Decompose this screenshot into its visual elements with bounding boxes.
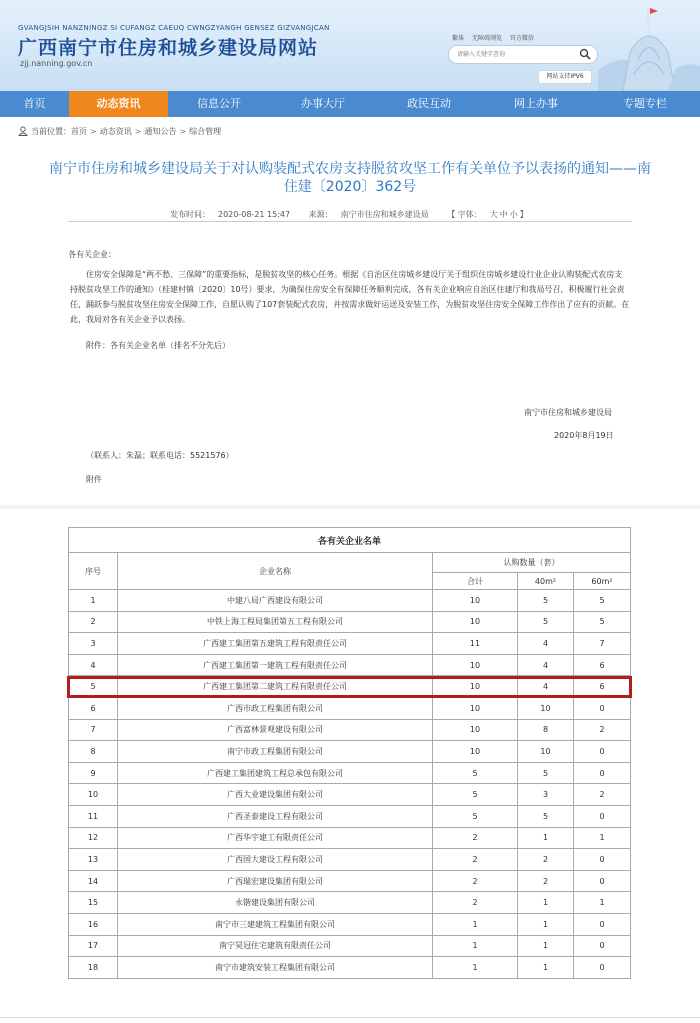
company-list-table [68,527,631,979]
cell-total: 5 [433,762,518,784]
cell-seq: 6 [69,697,118,719]
cell-60m2: 5 [574,590,631,612]
nav-home[interactable]: 首页 [23,97,46,110]
cell-total: 2 [433,892,518,914]
font-small-button[interactable]: 小 [509,210,518,219]
table-row [69,590,631,612]
main-paragraph: 住房安全保障是“两不愁、三保障”的重要指标，是脱贫攻坚的核心任务。根据《自治区住房城乡建设厅关于组织住房城乡建设行业企业认购装配式农房支持脱贫攻坚工作的通知》（桂建村镇〔2020〕10号）要求，为确保住房安全有保障任务顺利完成，各有关企业响应自治区住建厅和我局号召，积极履行社会责任，踊跃参与脱贫攻坚住房安全保障工作，自愿认购了107套装配式农房，并按需求做好运送及安装工作，为脱贫攻坚住房安全保障工作作出了应有的贡献。在此，我局对各有关企业予以表扬。 [70,270,630,324]
table-row [69,849,631,871]
cell-60m2: 0 [574,870,631,892]
cell-seq: 18 [69,957,118,979]
article-title: 南宁市住房和城乡建设局关于对认购装配式农房支持脱贫攻坚工作有关单位予以表扬的通知——南住建〔2020〕362号 [49,161,651,195]
table-row [69,870,631,892]
cell-seq: 14 [69,870,118,892]
publish-time-value: 2020-08-21 15:47 [218,210,291,219]
table-row [69,805,631,827]
cell-seq: 13 [69,849,118,871]
cell-40m2: 1 [518,827,574,849]
cell-60m2: 0 [574,762,631,784]
site-url: zjj.nanning.gov.cn [20,59,93,68]
cell-40m2: 5 [518,590,574,612]
cell-company: 南宁市三建建筑工程集团有限公司 [118,913,433,935]
cell-40m2: 8 [518,719,574,741]
cell-seq: 17 [69,935,118,957]
ipv6-badge: 网站支持IPV6 [538,70,592,84]
source-value: 南宁市住房和城乡建设局 [340,210,429,219]
breadcrumb-notices[interactable]: 通知公告 [144,127,177,136]
header-seq: 序号 [69,553,118,590]
cell-60m2: 2 [574,719,631,741]
nav-interaction[interactable]: 政民互动 [407,97,451,110]
highlight-box [67,676,632,698]
cell-seq: 15 [69,892,118,914]
cell-total: 2 [433,870,518,892]
article-meta [170,209,544,220]
cell-company: 中建八局广西建设有限公司 [118,590,433,612]
cell-40m2: 5 [518,805,574,827]
search-icon[interactable] [579,48,591,60]
traditional-chinese-link[interactable]: 繁体 [452,35,465,42]
cell-40m2: 2 [518,870,574,892]
accessibility-link[interactable]: 无障碍浏览 [471,35,502,42]
user-icon [18,126,28,136]
cell-company: 广西瑞宏建设集团有限公司 [118,870,433,892]
cell-60m2: 6 [574,676,631,698]
table-row [69,741,631,763]
table-row [69,633,631,655]
cell-total: 10 [433,654,518,676]
site-name-zhuang: GVANGJSIH NANZNINGZ SI CUFANGZ CAEUQ CWNGZYANGH GENSEZ GIZVANGJCAN [18,24,330,32]
cell-company: 广西建工集团建筑工程总承包有限公司 [118,762,433,784]
cell-40m2: 1 [518,935,574,957]
breadcrumb-separator: > [134,127,142,136]
cell-total: 2 [433,849,518,871]
table-caption: 各有关企业名单 [69,528,631,553]
cell-total: 5 [433,805,518,827]
table-row [69,892,631,914]
table-row [69,611,631,633]
nav-special-topics[interactable]: 专题专栏 [623,97,667,110]
cell-60m2: 6 [574,654,631,676]
cell-total: 11 [433,633,518,655]
attachment-line: 附件：各有关企业名单（排名不分先后） [86,341,230,350]
table-row [69,784,631,806]
cell-40m2: 10 [518,741,574,763]
site-header [0,0,700,91]
site-logo-title[interactable]: 广西南宁市住房和城乡建设局网站 [18,37,319,59]
breadcrumb-general[interactable]: 综合管理 [189,127,222,136]
font-size-control [447,210,536,219]
font-size-close: 】 [519,210,528,219]
cell-60m2: 7 [574,633,631,655]
cell-company: 南宁昊冠住宅建筑有限责任公司 [118,935,433,957]
table-body [69,590,631,979]
publish-time [170,210,298,219]
header-company-name: 企业名称 [118,553,433,590]
breadcrumb [18,126,221,137]
breadcrumb-news[interactable]: 动态资讯 [99,127,132,136]
wechat-link[interactable]: 官方微信 [509,35,534,42]
cell-seq: 2 [69,611,118,633]
building-illustration [598,0,700,91]
signature-date: 2020年8月19日 [554,431,614,440]
breadcrumb-home[interactable]: 首页 [71,127,87,136]
contact-info: （联系人：朱磊；联系电话：5521576） [86,451,234,460]
source [309,210,437,219]
search-input[interactable] [457,48,567,60]
cell-company: 广西圣泰建设工程有限公司 [118,805,433,827]
publish-label: 发布时间： [170,210,210,219]
table-row [69,762,631,784]
cell-60m2: 0 [574,913,631,935]
table-row [69,719,631,741]
cell-40m2: 1 [518,913,574,935]
cell-company: 广西大业建设集团有限公司 [118,784,433,806]
cell-total: 1 [433,913,518,935]
cell-60m2: 2 [574,784,631,806]
table-row [69,913,631,935]
cell-seq: 16 [69,913,118,935]
table-row [69,654,631,676]
cell-total: 10 [433,676,518,698]
cell-total: 5 [433,784,518,806]
table-row [69,697,631,719]
header-total: 合计 [433,573,518,590]
cell-seq: 10 [69,784,118,806]
signature: 南宁市住房和城乡建设局 [524,408,612,417]
search-box [448,45,598,64]
cell-40m2: 1 [518,957,574,979]
cell-seq: 7 [69,719,118,741]
cell-seq: 1 [69,590,118,612]
cell-seq: 4 [69,654,118,676]
font-large-button[interactable]: 大 [489,210,498,219]
header-60m2: 60m² [574,573,631,590]
cell-40m2: 4 [518,654,574,676]
divider [68,221,632,222]
cell-company: 广西富林景观建设有限公司 [118,719,433,741]
greeting: 各有关企业： [68,250,116,259]
attachment-label: 附件 [86,475,102,484]
cell-seq: 3 [69,633,118,655]
cell-company: 南宁市政工程集团有限公司 [118,741,433,763]
nav-info-public[interactable]: 信息公开 [197,97,241,110]
cell-40m2: 2 [518,849,574,871]
table-row [69,957,631,979]
cell-60m2: 1 [574,827,631,849]
breadcrumb-prefix: 当前位置： [31,127,71,136]
footer-line [0,1017,700,1018]
cell-seq: 11 [69,805,118,827]
cell-total: 10 [433,611,518,633]
cell-total: 1 [433,957,518,979]
cell-seq: 8 [69,741,118,763]
cell-company: 广西建工集团第一建筑工程有限责任公司 [118,654,433,676]
cell-40m2: 4 [518,633,574,655]
cell-60m2: 1 [574,892,631,914]
main-nav [0,91,700,117]
cell-40m2: 5 [518,762,574,784]
cell-company: 广西建工集团第二建筑工程有限责任公司 [118,676,433,698]
cell-total: 10 [433,697,518,719]
cell-60m2: 0 [574,697,631,719]
cell-total: 10 [433,590,518,612]
cell-seq: 9 [69,762,118,784]
font-size-label: 【 字体： [447,210,482,219]
cell-40m2: 4 [518,676,574,698]
font-medium-button[interactable]: 中 [499,210,508,219]
breadcrumb-separator: > [179,127,187,136]
header-40m2: 40m² [518,573,574,590]
table-row [69,935,631,957]
cell-60m2: 5 [574,611,631,633]
cell-company: 广西华宇建工有限责任公司 [118,827,433,849]
breadcrumb-separator: > [90,127,97,136]
cell-company: 广西建工集团第五建筑工程有限责任公司 [118,633,433,655]
table-row [69,827,631,849]
cell-40m2: 10 [518,697,574,719]
cell-total: 10 [433,741,518,763]
nav-news[interactable]: 动态资讯 [69,91,168,117]
cell-40m2: 5 [518,611,574,633]
cell-company: 中铁上海工程局集团第五工程有限公司 [118,611,433,633]
cell-total: 2 [433,827,518,849]
cell-seq: 12 [69,827,118,849]
cell-seq: 5 [69,676,118,698]
source-label: 来源： [308,210,333,219]
cell-total: 10 [433,719,518,741]
cell-60m2: 0 [574,849,631,871]
cell-60m2: 0 [574,957,631,979]
cell-company: 广西市政工程集团有限公司 [118,697,433,719]
cell-60m2: 0 [574,741,631,763]
section-separator [0,505,700,509]
cell-40m2: 3 [518,784,574,806]
nav-service-hall[interactable]: 办事大厅 [301,97,345,110]
cell-company: 南宁市建筑安装工程集团有限公司 [118,957,433,979]
cell-60m2: 0 [574,935,631,957]
nav-online-service[interactable]: 网上办事 [514,97,558,110]
cell-total: 1 [433,935,518,957]
cell-60m2: 0 [574,805,631,827]
top-links [452,33,540,42]
cell-40m2: 1 [518,892,574,914]
cell-company: 广西国大建设工程有限公司 [118,849,433,871]
header-quantity: 认购数量（套） [433,553,631,573]
cell-company: 永锴建设集团有限公司 [118,892,433,914]
